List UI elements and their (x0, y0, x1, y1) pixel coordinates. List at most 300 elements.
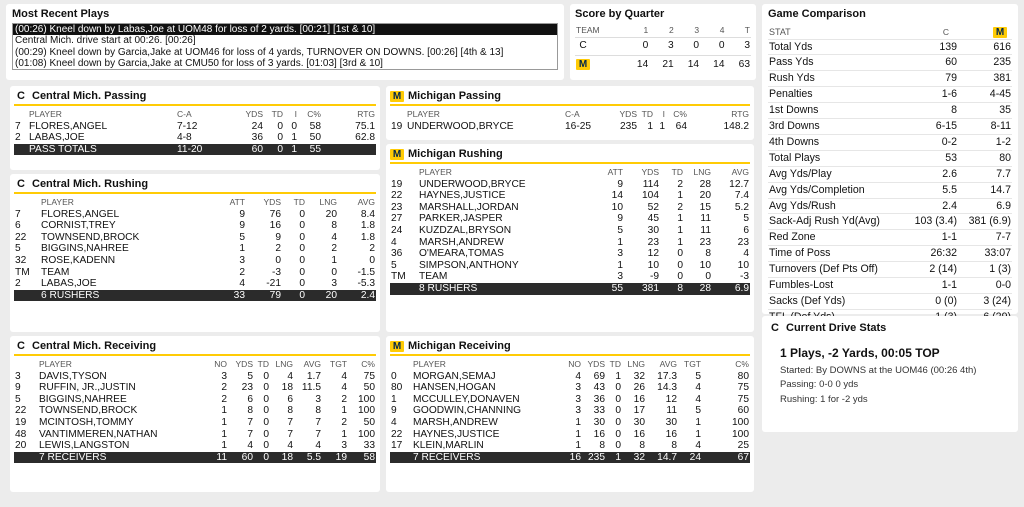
stat-cell: 0 (331, 266, 337, 278)
section-divider (14, 104, 376, 106)
stat-cell: 30 (593, 417, 605, 429)
stat-cell: 10 (611, 201, 623, 213)
total-cell: 0 (254, 452, 270, 464)
player-name[interactable]: BIGGINS,NAHREE (41, 243, 129, 255)
jersey-cell: 2 (15, 278, 21, 290)
total-cell: 67 (702, 452, 750, 464)
table-row (14, 243, 376, 255)
col-header: ATT (607, 167, 623, 178)
score-cell: 14 (687, 58, 700, 70)
cmu-value: 1-1 (904, 278, 958, 294)
cmu-value: 2.6 (904, 166, 958, 182)
col-header: TD (609, 359, 621, 370)
total-cell: 55 (594, 283, 624, 295)
stat-cell: 10 (699, 259, 711, 271)
stat-cell: 1 (615, 370, 621, 382)
table-row (14, 417, 376, 429)
total-row (14, 290, 376, 302)
stat-cell: 36 (593, 393, 605, 405)
stat-cell: 80 (737, 370, 749, 382)
cmu-value: 1-1 (904, 230, 958, 246)
stat-cell: 1 (617, 236, 623, 248)
stat-cell: 4 (743, 248, 749, 260)
table-row (390, 271, 750, 283)
table-row (390, 237, 750, 249)
comparison-row (768, 87, 1012, 103)
michigan-logo-icon: M (390, 149, 404, 160)
stat-cell: 1 (221, 417, 227, 429)
table-row (14, 440, 376, 452)
um-rushing-title: Michigan Rushing (408, 148, 503, 160)
stat-cell: 25 (737, 440, 749, 452)
stat-cell: 6 (287, 393, 293, 405)
jersey-cell: 19 (15, 417, 27, 429)
stat-cell: 9 (239, 220, 245, 232)
stat-cell: 4 (695, 382, 701, 394)
stat-cell: 2 (221, 382, 227, 394)
um-passing-table (390, 109, 750, 132)
stat-cell: 3 (331, 278, 337, 290)
total-label: PASS TOTALS (28, 144, 176, 156)
stat-cell: 0 (677, 259, 683, 271)
stat-cell: 1 (575, 417, 581, 429)
stat-cell: 0 (299, 255, 305, 267)
um-rushing-header (390, 146, 750, 162)
jersey-cell: 5 (391, 259, 397, 271)
stat-cell: 1 (575, 440, 581, 452)
stat-cell: 0 (277, 132, 283, 144)
stat-cell: 11 (700, 225, 711, 237)
cmu-value: 53 (904, 150, 958, 166)
stat-cell: 1 (221, 428, 227, 440)
table-row (14, 209, 376, 221)
table-row (390, 382, 750, 394)
player-name[interactable]: TOWNSEND,BROCK (39, 405, 138, 417)
stat-cell: 50 (309, 132, 321, 144)
comparison-row (768, 182, 1012, 198)
total-cell: 32 (622, 452, 646, 464)
drive-summary: 1 Plays, -2 Yards, 00:05 TOP (780, 346, 940, 360)
player-name[interactable]: MARSH,ANDREW (419, 236, 504, 248)
game-comparison-title: Game Comparison (768, 8, 866, 20)
stat-cell: 2 (275, 243, 281, 255)
recent-play-item[interactable]: Central Mich. drive start at 00:26. [00:26] (15, 35, 196, 47)
um-passing-panel (386, 86, 754, 140)
col-header: PLAYER (39, 359, 72, 370)
stat-cell: 5 (617, 225, 623, 237)
cmu-receiving-rows (14, 371, 376, 452)
stat-cell: 0 (263, 417, 269, 429)
michigan-value: 80 (958, 150, 1012, 166)
cmu-passing-table (14, 109, 376, 155)
recent-plays-title: Most Recent Plays (12, 8, 110, 20)
michigan-value: 235 (958, 55, 1012, 71)
total-label: 6 RUSHERS (40, 290, 216, 302)
stat-cell: 75.1 (355, 120, 375, 132)
michigan-logo-icon: M (576, 59, 590, 70)
table-row (14, 132, 376, 144)
score-header-q1: 1 (643, 25, 649, 35)
jersey-cell: 3 (15, 370, 21, 382)
col-header: ATT (229, 197, 245, 208)
cmu-receiving-header (14, 338, 376, 354)
stat-cell: 100 (358, 405, 375, 417)
section-divider (14, 192, 376, 194)
stat-cell: 16 (665, 428, 677, 440)
stat-cell: 0 (615, 393, 621, 405)
player-name[interactable]: MCINTOSH,TOMMY (39, 417, 134, 429)
michigan-value: 3 (24) (958, 294, 1012, 310)
total-cell: 0 (264, 144, 284, 156)
michigan-value: 616 (958, 39, 1012, 55)
col-header: PLAYER (419, 167, 452, 178)
col-header: YDS (641, 167, 659, 178)
player-name[interactable]: UNDERWOOD,BRYCE (407, 120, 514, 132)
cmu-value: 2 (14) (904, 262, 958, 278)
michigan-value: 381 (958, 71, 1012, 87)
stat-cell: 1.8 (360, 231, 375, 243)
current-drive-panel (762, 316, 1018, 432)
stat-cell: 1 (331, 255, 337, 267)
stat-cell: 148.2 (723, 120, 749, 132)
player-name[interactable]: MCCULLEY,DONAVEN (413, 393, 520, 405)
cmu-passing-panel (10, 86, 380, 170)
player-name[interactable]: UNDERWOOD,BRYCE (419, 178, 526, 190)
table-row (390, 429, 750, 441)
col-header: RTG (357, 109, 375, 120)
jersey-cell: 9 (391, 405, 397, 417)
player-name[interactable]: LABAS,JOE (41, 278, 97, 290)
player-name[interactable]: LABAS,JOE (29, 132, 85, 144)
player-name[interactable]: VANTIMMEREN,NATHAN (39, 428, 158, 440)
total-cell: 24 (678, 452, 702, 464)
player-name[interactable]: GOODWIN,CHANNING (413, 405, 522, 417)
stat-label: Turnovers (Def Pts Off) (768, 262, 904, 278)
stat-cell: 3 (617, 271, 623, 283)
stat-cell: 1 (695, 428, 701, 440)
player-name[interactable]: TOWNSEND,BROCK (41, 231, 140, 243)
stat-cell: 2 (677, 178, 683, 190)
table-row (14, 371, 376, 383)
stat-cell: 52 (647, 201, 659, 213)
total-cell: 79 (246, 290, 282, 302)
col-header: TD (293, 197, 305, 208)
col-header: TD (641, 109, 653, 120)
comparison-row (768, 150, 1012, 166)
total-cell: 28 (684, 283, 712, 295)
col-header: YDS (619, 109, 637, 120)
comparison-row (768, 246, 1012, 262)
stat-label: Fumbles-Lost (768, 278, 904, 294)
stat-label: Penalties (768, 87, 904, 103)
player-name[interactable]: SIMPSON,ANTHONY (419, 259, 519, 271)
stat-cell: 0 (263, 440, 269, 452)
score-cell: 0 (718, 40, 725, 52)
player-name[interactable]: ROSE,KADENN (41, 255, 116, 267)
total-cell: 8 (660, 283, 684, 295)
score-cell: 14 (713, 58, 725, 70)
stat-cell: 16 (269, 220, 281, 232)
stat-cell: 16 (633, 428, 645, 440)
stat-cell: 16 (593, 428, 605, 440)
stat-cell: 7-12 (177, 120, 198, 132)
col-header: YDS (587, 359, 605, 370)
stat-cell: 1 (341, 405, 347, 417)
stat-cell: 1.7 (306, 370, 321, 382)
michigan-value: 35 (958, 103, 1012, 119)
total-cell: 2.4 (338, 290, 376, 302)
col-header: LNG (627, 359, 645, 370)
comparison-row (768, 262, 1012, 278)
stat-cell: 100 (732, 417, 749, 429)
stat-label: Total Plays (768, 150, 904, 166)
comparison-row (768, 214, 1012, 230)
player-name[interactable]: HAYNES,JUSTICE (419, 190, 506, 202)
player-name[interactable]: FLORES,ANGEL (41, 208, 120, 220)
stat-cell: 1 (239, 243, 245, 255)
stat-label: Avg Yds/Completion (768, 182, 904, 198)
stat-cell: 14 (611, 190, 623, 202)
total-cell (322, 144, 376, 156)
col-header: YDS (245, 109, 263, 120)
score-cell: 0 (693, 40, 700, 52)
score-cell: 0 (642, 40, 649, 52)
cmu-value: 139 (904, 39, 958, 55)
stat-cell: 1 (677, 213, 683, 225)
stat-cell: 1 (659, 120, 665, 132)
stat-cell: 10 (737, 259, 749, 271)
total-cell: 58 (348, 452, 376, 464)
table-row (390, 260, 750, 272)
stat-cell: 0 (677, 248, 683, 260)
stat-cell: 114 (642, 178, 659, 190)
stat-cell: 23 (737, 236, 749, 248)
stat-cell: 3 (221, 370, 227, 382)
player-name[interactable]: RUFFIN, JR.,JUSTIN (39, 382, 136, 394)
stat-label: Total Yds (768, 39, 904, 55)
stat-cell: 2 (341, 393, 347, 405)
player-name[interactable]: MARSHALL,JORDAN (419, 201, 519, 213)
um-receiving-table (390, 359, 750, 463)
score-table (575, 25, 751, 73)
stat-cell: 1 (677, 190, 683, 202)
col-header: AVG (303, 359, 321, 370)
total-cell: 5.5 (294, 452, 322, 464)
stat-cell: -5.3 (357, 278, 375, 290)
stat-cell: 17.3 (657, 370, 677, 382)
player-name[interactable]: O'MEARA,TOMAS (419, 248, 504, 260)
stat-cell: 7 (247, 428, 253, 440)
score-title: Score by Quarter (575, 8, 665, 20)
table-row (390, 417, 750, 429)
jersey-cell: 27 (391, 213, 403, 225)
total-row (14, 144, 376, 156)
total-cell: 20 (306, 290, 338, 302)
player-name[interactable]: LEWIS,LANGSTON (39, 440, 130, 452)
comparison-rows (768, 39, 1012, 325)
cmu-rushing-panel (10, 174, 380, 332)
stat-cell: 2 (331, 243, 337, 255)
stat-cell: 4 (247, 440, 253, 452)
stat-cell: 9 (617, 213, 623, 225)
table-row (390, 179, 750, 191)
player-name[interactable]: BIGGINS,NAHREE (39, 393, 127, 405)
drive-rushing: Rushing: 1 for -2 yds (780, 394, 868, 405)
jersey-cell: TM (15, 266, 30, 278)
stat-cell: 100 (358, 428, 375, 440)
player-name[interactable]: KUZDZAL,BRYSON (419, 225, 512, 237)
stat-cell: 1 (677, 225, 683, 237)
total-cell: 33 (216, 290, 246, 302)
col-header: I (294, 109, 297, 120)
stat-cell: 8 (671, 440, 677, 452)
stat-cell: 33 (593, 405, 605, 417)
stat-cell: 1 (341, 428, 347, 440)
stat-cell: 7 (315, 428, 321, 440)
stat-cell: 5 (247, 370, 253, 382)
stat-cell: 3 (315, 393, 321, 405)
stat-cell: 76 (269, 208, 281, 220)
col-header: TGT (684, 359, 701, 370)
recent-plays-list (12, 23, 558, 70)
um-rushing-panel (386, 144, 754, 332)
score-panel (570, 4, 756, 80)
score-header-q3: 3 (694, 25, 700, 35)
stat-cell: 12.7 (729, 178, 749, 190)
comparison-row (768, 39, 1012, 55)
um-receiving-header (390, 338, 750, 354)
michigan-value: 1 (3) (958, 262, 1012, 278)
player-name[interactable]: FLORES,ANGEL (29, 120, 108, 132)
stat-cell: 100 (732, 428, 749, 440)
col-header: C-A (177, 109, 192, 120)
jersey-cell: 22 (15, 231, 27, 243)
player-name[interactable]: TEAM (419, 271, 448, 283)
stat-cell: -21 (266, 278, 281, 290)
stat-cell: 30 (633, 417, 645, 429)
stat-cell: 1 (221, 405, 227, 417)
player-name[interactable]: HAYNES,JUSTICE (413, 428, 500, 440)
cmu-passing-header (14, 88, 376, 104)
stat-label: Rush Yds (768, 71, 904, 87)
jersey-cell: TM (391, 271, 406, 283)
stat-cell: 0 (299, 278, 305, 290)
stat-cell: 0 (615, 428, 621, 440)
score-cell: 14 (636, 58, 649, 70)
comparison-row (768, 119, 1012, 135)
player-name[interactable]: MARSH,ANDREW (413, 417, 498, 429)
cmu-logo-icon: C (17, 90, 25, 102)
col-header: STAT (769, 27, 791, 37)
recent-play-item[interactable]: (01:08) Kneel down by Garcia,Jake at CMU50 for loss of 3 yards. [01:03] [3rd & 10] (15, 57, 383, 69)
player-name[interactable]: DAVIS,TYSON (39, 370, 107, 382)
stat-cell: 75 (737, 393, 749, 405)
stat-cell: 58 (309, 120, 321, 132)
stat-cell: 11.5 (301, 382, 321, 394)
cmu-logo-icon: C (579, 40, 587, 52)
michigan-value: 7-7 (958, 230, 1012, 246)
stat-cell: 4 (331, 231, 337, 243)
stat-cell: 1 (617, 259, 623, 271)
total-cell: 14.7 (646, 452, 678, 464)
stat-cell: 1 (695, 417, 701, 429)
recent-play-item[interactable]: (00:29) Kneel down by Garcia,Jake at UOM46 for loss of 4 yards, TURNOVER ON DOWNS. [00:26] [4th & 13] (15, 46, 504, 58)
stat-cell: 15 (699, 201, 711, 213)
col-header: RTG (731, 109, 749, 120)
total-row (390, 283, 750, 295)
score-header-q2: 2 (668, 25, 674, 35)
section-divider (390, 354, 750, 356)
stat-cell: 12 (665, 393, 677, 405)
col-header: PLAYER (41, 197, 74, 208)
stat-cell: 0 (705, 271, 711, 283)
stat-cell: 10 (647, 259, 659, 271)
stat-cell: 5 (743, 213, 749, 225)
player-name[interactable]: HANSEN,HOGAN (413, 382, 496, 394)
stat-cell: 3 (341, 440, 347, 452)
score-header-total: T (744, 25, 750, 35)
col-header: PLAYER (29, 109, 62, 120)
cmu-rushing-title: Central Mich. Rushing (32, 178, 149, 190)
stat-cell: 0 (299, 231, 305, 243)
stat-cell: 18 (281, 382, 293, 394)
jersey-cell: 80 (391, 382, 403, 394)
comparison-row (768, 71, 1012, 87)
player-name[interactable]: KLEIN,MARLIN (413, 440, 484, 452)
comparison-row (768, 55, 1012, 71)
jersey-cell: 4 (391, 236, 397, 248)
stat-cell: 12 (647, 248, 659, 260)
cmu-value: 8 (904, 103, 958, 119)
stat-cell: 3 (575, 405, 581, 417)
col-header: C% (361, 359, 375, 370)
stat-cell: 4 (695, 393, 701, 405)
player-name[interactable]: MORGAN,SEMAJ (413, 370, 496, 382)
score-header-q4: 4 (719, 25, 725, 35)
stat-cell: 4-8 (177, 132, 192, 144)
jersey-cell: 22 (391, 190, 403, 202)
player-name[interactable]: CORNIST,TREY (41, 220, 116, 232)
jersey-cell: 6 (15, 220, 21, 232)
player-name[interactable]: PARKER,JASPER (419, 213, 503, 225)
stat-cell: 0 (299, 266, 305, 278)
stat-cell: 6 (743, 225, 749, 237)
total-cell: 60 (226, 144, 264, 156)
stat-cell: 2 (341, 417, 347, 429)
recent-play-item[interactable]: (00:26) Kneel down by Labas,Joe at UOM48 for loss of 2 yards. [00:21] [1st & 10] (13, 24, 557, 35)
stat-cell: 7 (287, 417, 293, 429)
jersey-cell: 5 (15, 393, 21, 405)
stat-cell: 23 (699, 236, 711, 248)
current-drive-header (768, 320, 1012, 336)
col-header: YDS (263, 197, 281, 208)
stat-cell: 8 (247, 405, 253, 417)
stat-cell: 0 (263, 428, 269, 440)
col-header: YDS (235, 359, 253, 370)
stat-cell: -1.5 (357, 266, 375, 278)
player-name[interactable]: TEAM (41, 266, 70, 278)
stat-cell: -9 (649, 271, 659, 283)
stat-cell: 0 (291, 120, 297, 132)
stat-label: Avg Yds/Play (768, 166, 904, 182)
stat-cell: 235 (620, 120, 637, 132)
stat-cell: 4 (341, 370, 347, 382)
comparison-row (768, 294, 1012, 310)
table-row (14, 232, 376, 244)
stat-cell: 9 (239, 208, 245, 220)
col-header: PLAYER (413, 359, 446, 370)
jersey-cell: 22 (391, 428, 403, 440)
